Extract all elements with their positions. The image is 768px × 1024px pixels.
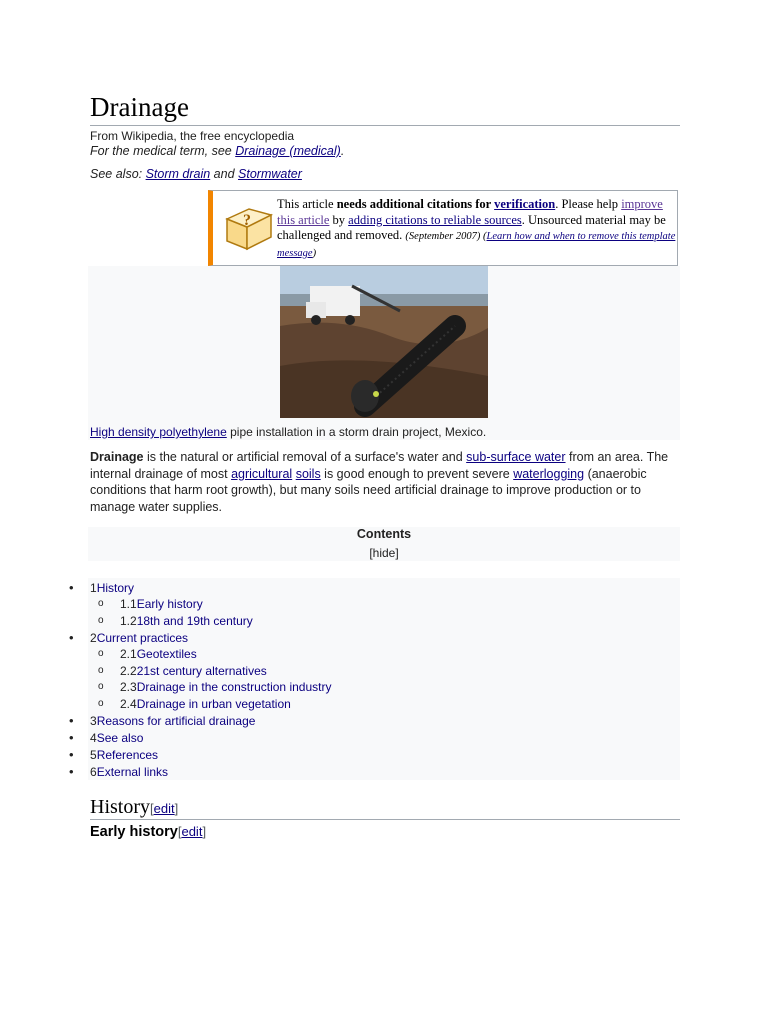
toc-list (69, 578, 680, 780)
toc-link[interactable]: See also (96, 731, 144, 745)
toc-number: 3 (90, 714, 97, 728)
intro-p1: is the natural or artificial removal of a surface's water and (143, 450, 467, 464)
adding-citations-link[interactable]: adding citations to reliable sources (348, 212, 522, 227)
notice-t1: This article (277, 197, 337, 211)
intro-p4: is good enough to prevent severe (320, 466, 514, 481)
edit-bracket: ] (202, 824, 207, 839)
toc-item[interactable] (98, 680, 332, 694)
toc-header (88, 527, 680, 561)
bullet-disc-icon: • (69, 747, 74, 762)
toc-item[interactable] (69, 580, 135, 595)
notice-t4: . Please help (555, 197, 622, 211)
hatnote-end: . (340, 144, 345, 158)
soils-link[interactable]: soils (295, 466, 321, 481)
history-heading-text: History (90, 796, 150, 818)
bullet-circle-icon: o (98, 698, 104, 709)
bullet-disc-icon: • (69, 580, 74, 595)
history-edit-link[interactable]: edit (153, 801, 175, 816)
toc-link[interactable]: External links (96, 765, 169, 779)
toc-number: 2.2 (120, 664, 137, 678)
intro-p2: from an area. The internal drainage of most (90, 450, 669, 481)
edit-bracket: ] (174, 801, 179, 816)
subsurface-water-link[interactable]: sub-surface water (466, 450, 566, 464)
hatnote (90, 144, 344, 158)
toc-link[interactable]: Early history (136, 597, 203, 611)
bullet-circle-icon: o (98, 681, 104, 692)
toc-item[interactable] (69, 713, 256, 728)
toc-link[interactable]: Current practices (96, 631, 189, 645)
intro-bold: Drainage (90, 450, 144, 464)
notice-date: (September 2007) (405, 231, 481, 242)
toc-item[interactable] (69, 730, 144, 745)
toc-link[interactable]: Geotextiles (136, 647, 197, 661)
early-history-edit-link[interactable]: edit (181, 824, 203, 839)
toc-link[interactable]: References (96, 748, 159, 762)
toc-item[interactable] (69, 747, 159, 762)
toc-link[interactable]: Drainage in the construction industry (136, 680, 332, 694)
notice-bold: needs additional citations for (336, 197, 495, 211)
toc-link[interactable]: 18th and 19th century (136, 614, 253, 628)
agricultural-link[interactable]: agricultural (231, 466, 293, 481)
toc-number: 2.1 (120, 647, 137, 661)
toc-link[interactable]: History (96, 581, 135, 595)
hdpe-link[interactable]: High density polyethylene (90, 425, 227, 439)
toc-number: 2.4 (120, 697, 137, 711)
toc-item[interactable] (98, 664, 267, 678)
verification-link[interactable]: verification (494, 197, 556, 211)
toc-item[interactable] (98, 647, 197, 661)
notice-paren-open: ( (480, 231, 487, 242)
early-history-heading-text: Early history (90, 824, 178, 840)
toc-number: 1.2 (120, 614, 137, 628)
caption-text: pipe installation in a storm drain project, Mexico. (226, 425, 487, 439)
bullet-disc-icon: • (69, 730, 74, 745)
early-history-heading (90, 824, 206, 840)
title-divider (90, 125, 680, 126)
citation-notice (208, 190, 678, 266)
toc-number: 5 (90, 748, 97, 762)
toc-title: Contents (356, 527, 412, 541)
bullet-disc-icon: • (69, 630, 74, 645)
see-also-note (90, 167, 302, 181)
page-title: Drainage (90, 92, 189, 122)
toc-item[interactable] (69, 630, 189, 645)
figure-caption (90, 425, 486, 439)
toc-link[interactable]: 21st century alternatives (136, 664, 267, 678)
toc-number: 2.3 (120, 680, 137, 694)
toc-number: 6 (90, 765, 97, 779)
remove-template-link[interactable]: Learn how and when to remove this template message (277, 231, 676, 259)
toc-link[interactable]: Reasons for artificial drainage (96, 714, 256, 728)
toc-link[interactable]: Drainage in urban vegetation (136, 697, 291, 711)
notice-t8: . Unsourced material may be challenged and removed. (277, 212, 666, 242)
hatnote-text: For the medical term, see (90, 144, 236, 158)
bullet-circle-icon: o (98, 598, 104, 609)
improve-article-link[interactable]: improve this article (277, 197, 663, 227)
storm-drain-link[interactable]: Storm drain (145, 167, 211, 181)
bullet-circle-icon: o (98, 615, 104, 626)
bullet-circle-icon: o (98, 648, 104, 659)
book-question-icon (223, 205, 275, 251)
history-divider (90, 819, 680, 820)
edit-bracket: [ (150, 801, 154, 816)
bullet-disc-icon: • (69, 764, 74, 779)
toc-item[interactable] (98, 614, 253, 628)
svg-text:?: ? (243, 212, 251, 229)
hatnote-link[interactable]: Drainage (medical) (235, 144, 341, 158)
intro-p5: (anaerobic conditions that harm root growth), but many soils need artificial drainage to improve production or to manage water supplies. (90, 466, 647, 514)
bullet-disc-icon: • (69, 713, 74, 728)
notice-text (277, 197, 677, 261)
toc-item[interactable] (98, 697, 291, 711)
edit-bracket: [ (177, 824, 182, 839)
waterlogging-link[interactable]: waterlogging (513, 466, 585, 481)
see-also-label: See also: (90, 167, 146, 181)
notice-t6: by (329, 212, 349, 227)
toc-number: 1 (90, 581, 97, 595)
see-also-and: and (210, 167, 239, 181)
site-subtitle: From Wikipedia, the free encyclopedia (90, 129, 295, 143)
toc-item[interactable] (69, 764, 169, 779)
toc-hide-toggle[interactable]: [hide] (369, 546, 399, 560)
history-heading (90, 796, 178, 819)
toc-number: 1.1 (120, 597, 137, 611)
intro-paragraph (90, 449, 682, 515)
bullet-circle-icon: o (98, 665, 104, 676)
pipe-installation-photo[interactable] (280, 266, 488, 418)
notice-paren-close: ) (312, 247, 317, 259)
toc-number: 4 (90, 731, 97, 745)
toc-item[interactable] (98, 597, 203, 611)
toc-number: 2 (90, 631, 97, 645)
stormwater-link[interactable]: Stormwater (238, 167, 302, 181)
